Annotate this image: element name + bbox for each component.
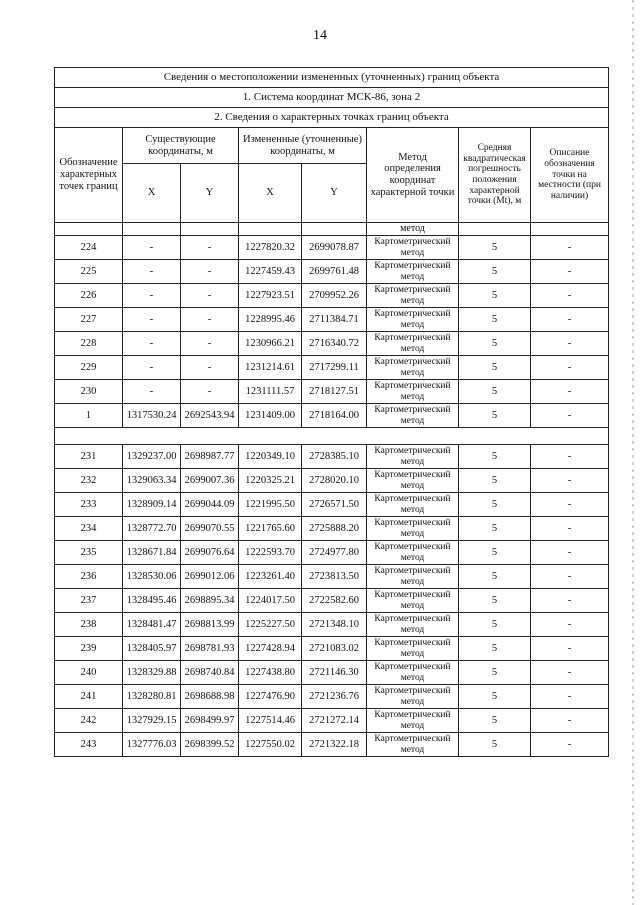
table-row <box>55 380 609 404</box>
cell-description: - <box>531 404 609 428</box>
cell-existing-x: 1328329.88 <box>123 661 181 685</box>
cell-existing-x: 1317530.24 <box>123 404 181 428</box>
cell-mt: 5 <box>459 733 531 757</box>
cell-existing-x: - <box>123 356 181 380</box>
cell-changed-y: 2725888.20 <box>302 517 367 541</box>
cell-changed-y: 2716340.72 <box>302 332 367 356</box>
table-row <box>55 284 609 308</box>
cell-changed-x: 1231111.57 <box>239 380 302 404</box>
cell-mt: 5 <box>459 709 531 733</box>
cell-changed-x: 1225227.50 <box>239 613 302 637</box>
cell-existing-y: 2698895.34 <box>181 589 239 613</box>
cell-existing-x: - <box>123 332 181 356</box>
cell-description: - <box>531 380 609 404</box>
cell-changed-x: 1227428.94 <box>239 637 302 661</box>
cell-method: Картометрический метод <box>367 589 459 613</box>
table-row <box>55 637 609 661</box>
cell-method: Картометрический метод <box>367 517 459 541</box>
table-row <box>55 613 609 637</box>
cell-mt: 5 <box>459 469 531 493</box>
cell-description: - <box>531 356 609 380</box>
cell-mt: 5 <box>459 541 531 565</box>
cell-point: 229 <box>55 356 123 380</box>
cell-changed-y: 2723813.50 <box>302 565 367 589</box>
boundary-points-table <box>54 67 609 757</box>
cell-existing-y: 2698688.98 <box>181 685 239 709</box>
cell-existing-y: 2698499.97 <box>181 709 239 733</box>
cell-existing-x: 1328280.81 <box>123 685 181 709</box>
cell-existing-y: - <box>181 332 239 356</box>
cell-changed-y: 2721146.30 <box>302 661 367 685</box>
table-row <box>55 541 609 565</box>
cell-changed-x: 1221765.60 <box>239 517 302 541</box>
cell-changed-x: 1221995.50 <box>239 493 302 517</box>
cell-changed-x: 1227820.32 <box>239 236 302 260</box>
cell-point: 225 <box>55 260 123 284</box>
cell-point: 232 <box>55 469 123 493</box>
cell-description: - <box>531 565 609 589</box>
cell-changed-x: 1222593.70 <box>239 541 302 565</box>
cell-changed-y: 2724977.80 <box>302 541 367 565</box>
coordinate-system-heading: 1. Система координат МСК-86, зона 2 <box>55 88 609 108</box>
cell-point: 237 <box>55 589 123 613</box>
group-separator-row <box>55 428 609 445</box>
cell-method: Картометрический метод <box>367 709 459 733</box>
cell-mt: 5 <box>459 260 531 284</box>
cell-method: Картометрический метод <box>367 565 459 589</box>
table-row <box>55 733 609 757</box>
cell-point: 240 <box>55 661 123 685</box>
cell-changed-y: 2699761.48 <box>302 260 367 284</box>
cell-point: 224 <box>55 236 123 260</box>
continuation-method-text: метод <box>367 223 459 236</box>
cell-changed-x: 1227459.43 <box>239 260 302 284</box>
table-row <box>55 493 609 517</box>
points-section-heading: 2. Сведения о характерных точках границ объекта <box>55 108 609 128</box>
table-row <box>55 356 609 380</box>
cell-changed-y: 2718164.00 <box>302 404 367 428</box>
page-number: 14 <box>313 28 327 43</box>
table-row <box>55 517 609 541</box>
cell-point: 228 <box>55 332 123 356</box>
table-row <box>55 332 609 356</box>
cell-point: 238 <box>55 613 123 637</box>
cell-changed-y: 2717299.11 <box>302 356 367 380</box>
cell-description: - <box>531 541 609 565</box>
cell-description: - <box>531 709 609 733</box>
cell-description: - <box>531 517 609 541</box>
cell-mt: 5 <box>459 308 531 332</box>
cell-method: Картометрический метод <box>367 404 459 428</box>
cell-mt: 5 <box>459 685 531 709</box>
cell-changed-y: 2728385.10 <box>302 445 367 469</box>
cell-existing-x: 1328495.46 <box>123 589 181 613</box>
cell-point: 243 <box>55 733 123 757</box>
page-edge-marks <box>632 0 634 905</box>
cell-mt: 5 <box>459 517 531 541</box>
cell-mt: 5 <box>459 380 531 404</box>
cell-existing-y: 2692543.94 <box>181 404 239 428</box>
cell-existing-x: 1327776.03 <box>123 733 181 757</box>
cell-description: - <box>531 613 609 637</box>
cell-existing-x: 1328481.47 <box>123 613 181 637</box>
cell-mt: 5 <box>459 404 531 428</box>
cell-method: Картометрический метод <box>367 260 459 284</box>
cell-existing-x: - <box>123 260 181 284</box>
cell-changed-x: 1231409.00 <box>239 404 302 428</box>
table-row <box>55 685 609 709</box>
header-existing-y: Y <box>181 164 239 223</box>
cell-existing-x: - <box>123 308 181 332</box>
cell-changed-x: 1220325.21 <box>239 469 302 493</box>
cell-description: - <box>531 260 609 284</box>
cell-existing-y: 2698781.93 <box>181 637 239 661</box>
table-row <box>55 236 609 260</box>
cell-existing-y: 2699070.55 <box>181 517 239 541</box>
cell-point: 233 <box>55 493 123 517</box>
header-description: Описание обозначения точки на местности (при наличии) <box>531 128 609 223</box>
cell-changed-x: 1227438.80 <box>239 661 302 685</box>
cell-description: - <box>531 445 609 469</box>
cell-point: 230 <box>55 380 123 404</box>
table-row <box>55 709 609 733</box>
cell-existing-y: 2698740.84 <box>181 661 239 685</box>
cell-existing-y: - <box>181 236 239 260</box>
header-existing-coordinates: Существующие координаты, м <box>123 128 239 164</box>
table-row <box>55 308 609 332</box>
cell-existing-y: 2699076.64 <box>181 541 239 565</box>
cell-method: Картометрический метод <box>367 469 459 493</box>
cell-changed-x: 1227514.46 <box>239 709 302 733</box>
cell-point: 1 <box>55 404 123 428</box>
table-title: Сведения о местоположении измененных (уточненных) границ объекта <box>55 68 609 88</box>
cell-existing-x: 1328405.97 <box>123 637 181 661</box>
cell-existing-y: 2698987.77 <box>181 445 239 469</box>
cell-changed-y: 2711384.71 <box>302 308 367 332</box>
cell-changed-x: 1231214.61 <box>239 356 302 380</box>
cell-description: - <box>531 661 609 685</box>
cell-changed-x: 1227923.51 <box>239 284 302 308</box>
cell-changed-x: 1227550.02 <box>239 733 302 757</box>
cell-existing-y: - <box>181 308 239 332</box>
continuation-row <box>55 223 609 236</box>
cell-point: 235 <box>55 541 123 565</box>
cell-description: - <box>531 733 609 757</box>
cell-point: 234 <box>55 517 123 541</box>
cell-existing-x: 1328772.70 <box>123 517 181 541</box>
cell-description: - <box>531 332 609 356</box>
cell-point: 242 <box>55 709 123 733</box>
cell-method: Картометрический метод <box>367 685 459 709</box>
cell-description: - <box>531 308 609 332</box>
cell-method: Картометрический метод <box>367 308 459 332</box>
cell-existing-x: - <box>123 284 181 308</box>
cell-existing-y: - <box>181 260 239 284</box>
cell-point: 226 <box>55 284 123 308</box>
cell-existing-y: 2698813.99 <box>181 613 239 637</box>
cell-method: Картометрический метод <box>367 332 459 356</box>
cell-description: - <box>531 493 609 517</box>
cell-mt: 5 <box>459 589 531 613</box>
cell-method: Картометрический метод <box>367 637 459 661</box>
cell-mt: 5 <box>459 332 531 356</box>
cell-changed-y: 2699078.87 <box>302 236 367 260</box>
table-row <box>55 404 609 428</box>
header-changed-y: Y <box>302 164 367 223</box>
cell-existing-y: 2699012.06 <box>181 565 239 589</box>
cell-changed-y: 2728020.10 <box>302 469 367 493</box>
cell-mt: 5 <box>459 236 531 260</box>
cell-mt: 5 <box>459 284 531 308</box>
cell-existing-y: - <box>181 380 239 404</box>
cell-mt: 5 <box>459 661 531 685</box>
cell-method: Картометрический метод <box>367 541 459 565</box>
cell-mt: 5 <box>459 356 531 380</box>
header-changed-x: X <box>239 164 302 223</box>
cell-description: - <box>531 685 609 709</box>
cell-existing-x: - <box>123 236 181 260</box>
cell-changed-y: 2722582.60 <box>302 589 367 613</box>
cell-changed-x: 1223261.40 <box>239 565 302 589</box>
cell-description: - <box>531 236 609 260</box>
table-row <box>55 589 609 613</box>
cell-existing-y: - <box>181 356 239 380</box>
cell-description: - <box>531 637 609 661</box>
cell-existing-x: - <box>123 380 181 404</box>
cell-point: 236 <box>55 565 123 589</box>
cell-mt: 5 <box>459 493 531 517</box>
cell-existing-y: - <box>181 284 239 308</box>
cell-changed-x: 1227476.90 <box>239 685 302 709</box>
cell-method: Картометрический метод <box>367 284 459 308</box>
cell-existing-y: 2698399.52 <box>181 733 239 757</box>
table-row <box>55 661 609 685</box>
header-mean-square-error: Средняя квадратическая погрешность положения характерной точки (Mt), м <box>459 128 531 223</box>
header-method: Метод определения координат характерной точки <box>367 128 459 223</box>
cell-changed-x: 1228995.46 <box>239 308 302 332</box>
table-row <box>55 469 609 493</box>
cell-mt: 5 <box>459 445 531 469</box>
cell-existing-x: 1328530.06 <box>123 565 181 589</box>
header-existing-x: X <box>123 164 181 223</box>
cell-description: - <box>531 589 609 613</box>
cell-method: Картометрический метод <box>367 380 459 404</box>
cell-point: 227 <box>55 308 123 332</box>
cell-method: Картометрический метод <box>367 733 459 757</box>
cell-existing-x: 1329063.34 <box>123 469 181 493</box>
cell-method: Картометрический метод <box>367 613 459 637</box>
header-point-designation: Обозначение характерных точек границ <box>55 128 123 223</box>
cell-changed-y: 2709952.26 <box>302 284 367 308</box>
cell-changed-x: 1220349.10 <box>239 445 302 469</box>
cell-mt: 5 <box>459 565 531 589</box>
table-row <box>55 260 609 284</box>
cell-point: 239 <box>55 637 123 661</box>
cell-changed-x: 1224017.50 <box>239 589 302 613</box>
table-row <box>55 445 609 469</box>
cell-changed-y: 2721083.02 <box>302 637 367 661</box>
header-changed-coordinates: Измененные (уточненные) координаты, м <box>239 128 367 164</box>
cell-method: Картометрический метод <box>367 356 459 380</box>
cell-description: - <box>531 469 609 493</box>
cell-existing-x: 1328671.84 <box>123 541 181 565</box>
cell-description: - <box>531 284 609 308</box>
cell-changed-x: 1230966.21 <box>239 332 302 356</box>
cell-changed-y: 2726571.50 <box>302 493 367 517</box>
cell-changed-y: 2718127.51 <box>302 380 367 404</box>
cell-existing-x: 1327929.15 <box>123 709 181 733</box>
cell-method: Картометрический метод <box>367 445 459 469</box>
cell-existing-y: 2699007.36 <box>181 469 239 493</box>
cell-method: Картометрический метод <box>367 661 459 685</box>
cell-changed-y: 2721272.14 <box>302 709 367 733</box>
cell-existing-y: 2699044.09 <box>181 493 239 517</box>
cell-method: Картометрический метод <box>367 236 459 260</box>
cell-existing-x: 1329237.00 <box>123 445 181 469</box>
cell-changed-y: 2721348.10 <box>302 613 367 637</box>
cell-changed-y: 2721322.18 <box>302 733 367 757</box>
cell-existing-x: 1328909.14 <box>123 493 181 517</box>
cell-point: 241 <box>55 685 123 709</box>
cell-changed-y: 2721236.76 <box>302 685 367 709</box>
cell-method: Картометрический метод <box>367 493 459 517</box>
table-row <box>55 565 609 589</box>
cell-mt: 5 <box>459 613 531 637</box>
cell-mt: 5 <box>459 637 531 661</box>
cell-point: 231 <box>55 445 123 469</box>
